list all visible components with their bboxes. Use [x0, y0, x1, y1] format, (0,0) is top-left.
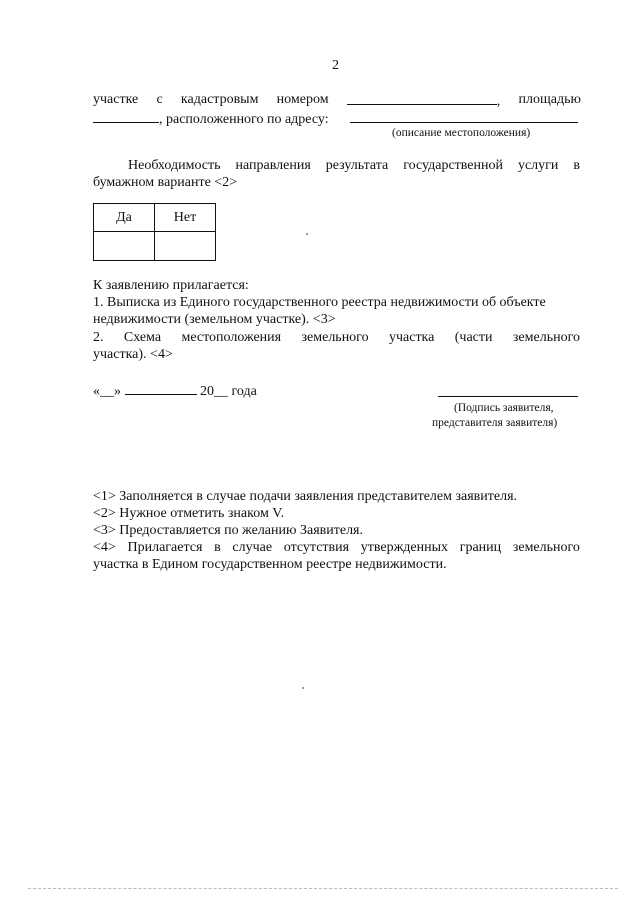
attachment-2-line2: участка). <4> [93, 347, 173, 362]
scan-edge-line [28, 888, 618, 889]
word: площадью [518, 92, 581, 107]
attachments-heading: К заявлению прилагается: [93, 278, 249, 293]
page-number: 2 [332, 58, 339, 73]
word: Схема [123, 330, 162, 345]
no-checkbox-cell[interactable] [155, 232, 216, 261]
signature-caption-2: представителя заявителя) [432, 417, 558, 429]
word: результата [325, 158, 389, 173]
word: <4> [93, 540, 116, 555]
no-header: Нет [155, 204, 216, 232]
word: земельного [301, 330, 369, 345]
footnote-2: <2> Нужное отметить знаком V. [93, 506, 285, 521]
area-field[interactable] [93, 110, 159, 123]
attachment-2-line1 [93, 330, 580, 346]
cadastral-number-field[interactable]: , [347, 92, 501, 110]
word: границ [459, 540, 502, 555]
word: утвержденных [360, 540, 449, 555]
word: земельного [512, 540, 580, 555]
word: Прилагается [127, 540, 203, 555]
address-field[interactable] [350, 110, 578, 123]
scan-speck [306, 233, 308, 235]
word: участке [93, 92, 139, 107]
footnote-4-line2: участка в Едином государственном реестре недвижимости. [93, 557, 447, 572]
yes-checkbox-cell[interactable] [94, 232, 155, 261]
choice-table [93, 203, 216, 261]
attachment-1-line1: 1. Выписка из Единого государственного реестра недвижимости об объекте [93, 295, 546, 310]
word: отсутствия [283, 540, 350, 555]
year-field[interactable]: __ [214, 384, 228, 399]
word: (части [454, 330, 493, 345]
word: государственной [403, 158, 503, 173]
word: номером [276, 92, 329, 107]
word: Необходимость [128, 158, 221, 173]
word: земельного [512, 330, 580, 345]
footnote-4-line1 [93, 540, 580, 556]
address-line [93, 110, 329, 128]
word: услуги [517, 158, 559, 173]
word: с [156, 92, 163, 107]
attachment-1-line2: недвижимости (земельном участке). <3> [93, 312, 336, 327]
word: в [214, 540, 221, 555]
day-field[interactable]: __ [100, 384, 114, 399]
date-line: «__» 20__ года [93, 384, 257, 399]
paper-result-line2: бумажном варианте <2> [93, 175, 238, 190]
scan-speck [302, 687, 304, 689]
cadastral-line [93, 92, 581, 110]
paper-result-line1 [128, 158, 580, 174]
yes-header: Да [94, 204, 155, 232]
footnote-3: <3> Предоставляется по желанию Заявителя. [93, 523, 363, 538]
word: местоположения [181, 330, 282, 345]
word: кадастровым [180, 92, 259, 107]
address-label: , расположенного по адресу: [159, 112, 329, 127]
word: случае [232, 540, 273, 555]
month-field[interactable] [125, 382, 197, 395]
word: 2. [93, 330, 104, 345]
signature-field[interactable] [438, 384, 578, 397]
word: участка [388, 330, 435, 345]
location-caption: (описание местоположения) [392, 127, 531, 139]
footnote-1: <1> Заполняется в случае подачи заявления представителем заявителя. [93, 489, 518, 504]
signature-caption-1: (Подпись заявителя, [454, 402, 554, 414]
word: в [573, 158, 580, 173]
word: направления [235, 158, 311, 173]
